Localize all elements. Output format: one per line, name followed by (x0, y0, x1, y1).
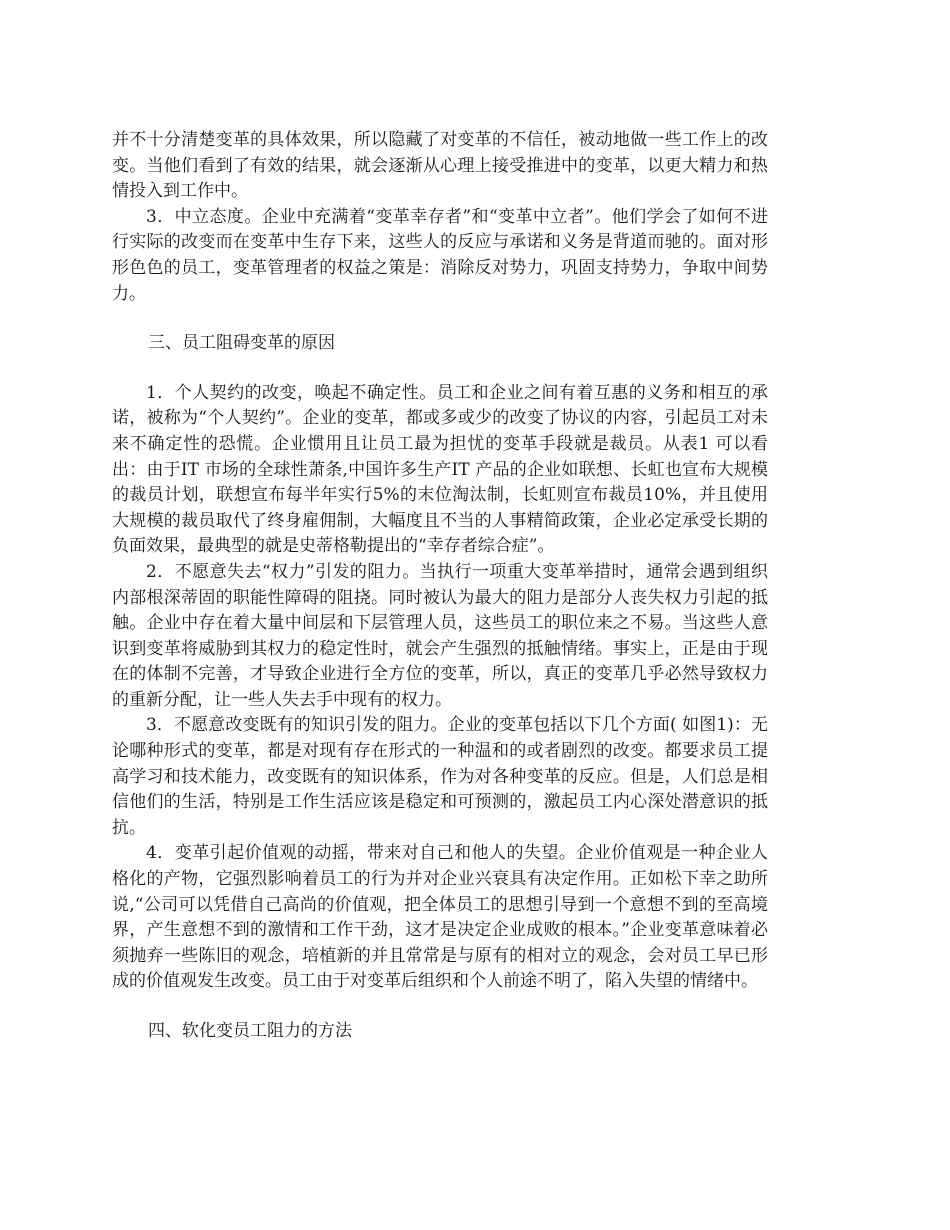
reason-paragraph-4: 4．变革引起价值观的动摇，带来对自己和他人的失望。企业价值观是一种企业人格化的产物，它强烈影响着员工的行为并对企业兴衰具有决定作用。正如松下幸之助所说,“公司可以凭借自己高尚的价值观，把全体员工的思想引导到一个意想不到的至高境界，产生意想不到的激情和工作干劲，这才是决定企业成败的根本。”企业变革意味着必须抛弃一些陈旧的观念，培植新的并且常常是与原有的相对立的观念，会对员工早已形成的价值观发生改变。员工由于对变革后组织和个人前途不明了，陷入失望的情绪中。 (112, 843, 768, 992)
reason-paragraph-3: 3．不愿意改变既有的知识引发的阻力。企业的变革包括以下几个方面( 如图1)：无论哪种形式的变革，都是对现有存在形式的一种温和的或者剧烈的改变。都要求员工提高学习和技术能力，改变既有的知识体系，作为对各种变革的反应。但是，人们总是相信他们的生活，特别是工作生活应该是稳定和可预测的，激起员工内心深处潜意识的抵抗。 (112, 715, 768, 838)
section-heading-3: 三、员工阻碍变革的原因 (148, 333, 335, 354)
reason-paragraph-2: 2．不愿意失去“权力”引发的阻力。当执行一项重大变革举措时，通常会遇到组织内部根深蒂固的职能性障碍的阻挠。同时被认为最大的阻力是部分人丧失权力引起的抵触。企业中存在着大量中间层和下层管理人员，这些员工的职位来之不易。当这些人意识到变革将威胁到其权力的稳定性时，就会产生强烈的抵触情绪。事实上，正是由于现在的体制不完善，才导致企业进行全方位的变革，所以，真正的变革几乎必然导致权力的重新分配，让一些人失去手中现有的权力。 (112, 561, 768, 710)
paragraph-continued: 并不十分清楚变革的具体效果，所以隐藏了对变革的不信任，被动地做一些工作上的改变。当他们看到了有效的结果，就会逐渐从心理上接受推进中的变革，以更大精力和热情投入到工作中。 (112, 130, 768, 202)
section-heading-4: 四、软化变员工阻力的方法 (148, 1021, 352, 1041)
reason-paragraph-1: 1．个人契约的改变，唤起不确定性。员工和企业之间有着互惠的义务和相互的承诺，被称为“个人契约”。企业的变革，都或多或少的改变了协议的内容，引起员工对未来不确定性的恐慌。企业惯用且让员工最为担忧的变革手段就是裁员。从表1 可以看出：由于IT 市场的全球性萧条,中国许多生产IT 产品的企业如联想、长虹也宣布大规模的裁员计划，联想宣布每半年实行5%的末位淘汰制，长虹则宣布裁员10%，并且使用大规模的裁员取代了终身雇佣制，大幅度且不当的人事精简政策，企业必定承受长期的负面效果，最典型的就是史蒂格勒提出的“幸存者综合症”。 (112, 382, 768, 557)
paragraph-neutral-attitude: 3．中立态度。企业中充满着“变革幸存者”和“变革中立者”。他们学会了如何不进行实际的改变而在变革中生存下来，这些人的反应与承诺和义务是背道而驰的。面对形形色色的员工，变革管理者的权益之策是：消除反对势力，巩固支持势力，争取中间势力。 (112, 206, 768, 304)
